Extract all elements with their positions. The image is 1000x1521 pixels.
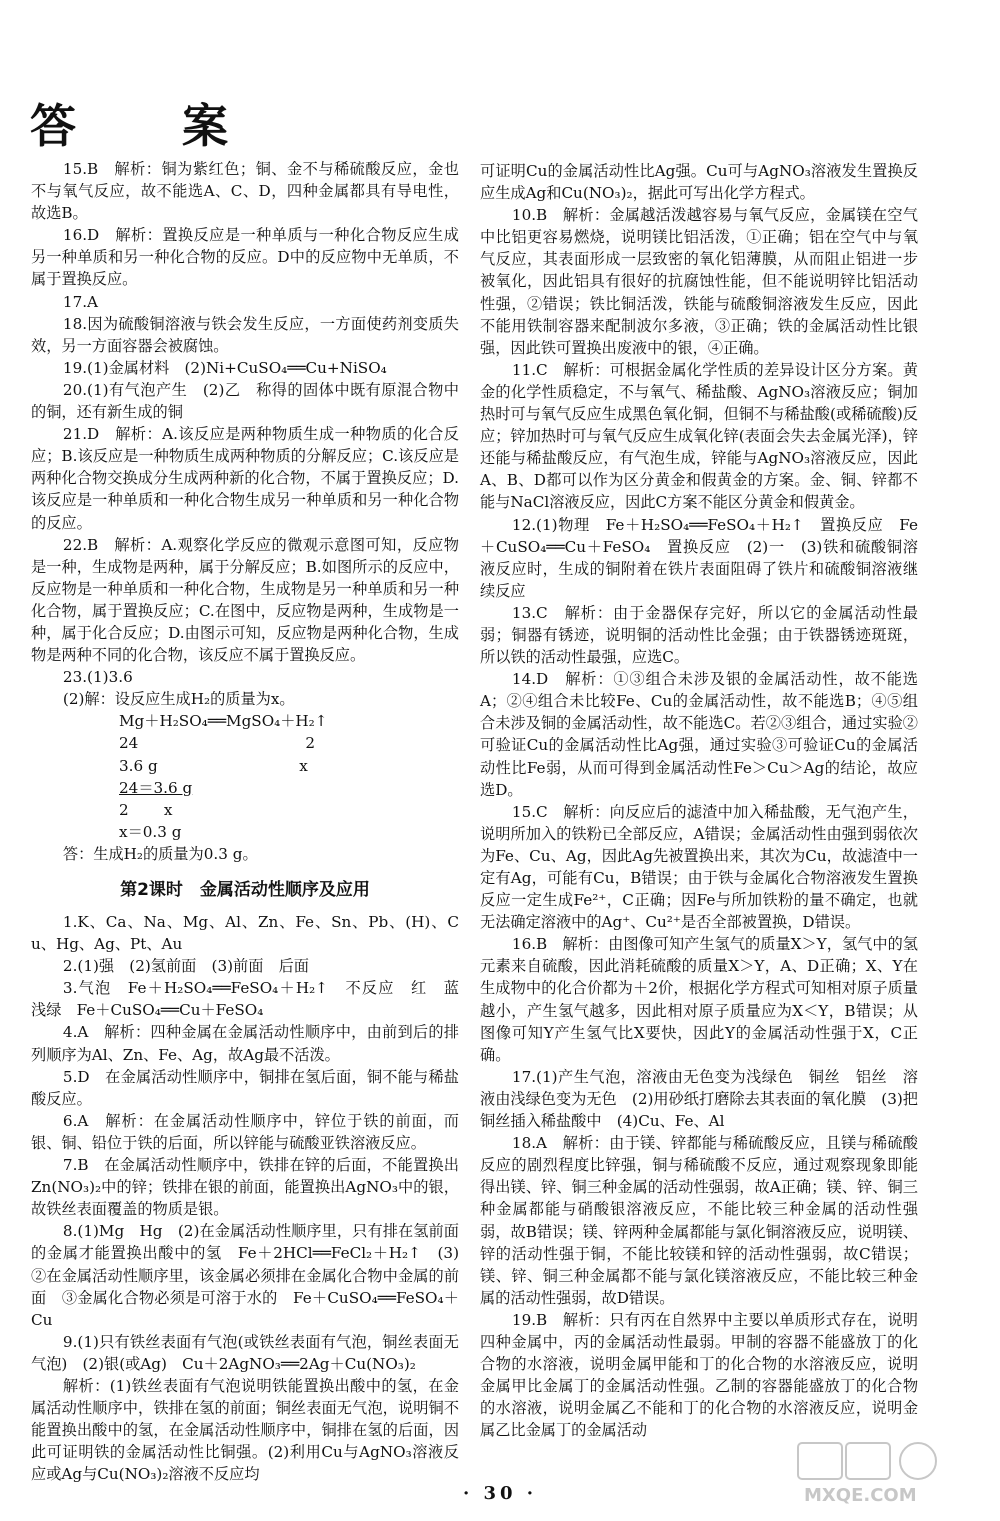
- lesson2-answer-9: 9.(1)只有铁丝表面有气泡(或铁丝表面有气泡，铜丝表面无气泡) (2)银(或Ag) Cu＋2AgNO₃══2Ag＋Cu(NO₃)₂: [31, 1332, 459, 1373]
- left-column: [31, 158, 475, 1485]
- lesson2-answer-2: 2.(1)强 (2)氢前面 (3)前面 后面: [62, 957, 309, 976]
- lesson2-answer-14: 14.D 解析：①③组合未涉及银的金属活动性，故不能选A；②④组合未比较Fe、Cu的金属活动性，故不能选B；④⑤组合未涉及铜的金属活动性，故不能选C。若②③组合，通过实验②可验证Cu的金属活动性比Ag强，通过实验③可验证Cu的金属活动性比Fe弱，从而可得到金属活动性Fe＞Cu＞Ag的结论，故应选D。: [480, 670, 918, 799]
- lesson2-answer-10: 10.B 解析：金属越活泼越容易与氧气反应，金属镁在空气中比铝更容易燃烧，说明镁比铝活泼，①正确；铝在空气中与氧气反应，其表面形成一层致密的氧化铝薄膜，从而阻止铝进一步被氧化，因此铝具有很好的抗腐蚀性能，但不能说明锌比铝活动性强，②错误；铁比铜活泼，铁能与硫酸铜溶液发生反应，因此不能用铁制容器来配制波尔多液，③正确；铁的金属活动性比银强，因此铁可置换出废液中的银，④正确。: [480, 206, 918, 357]
- answer-20: 20.(1)有气泡产生 (2)乙 称得的固体中既有原混合物中的铜，还有新生成的铜: [31, 380, 459, 422]
- lesson2-answer-6: 6.A 解析：在金属活动性顺序中，锌位于铁的前面，而银、铜、铅位于铁的后面，所以锌能与硫酸亚铁溶液反应。: [31, 1111, 459, 1152]
- answer-18: 18.因为硫酸铜溶液与铁会发生反应，一方面使药剂变质失效，另一方面容器会被腐蚀。: [31, 314, 459, 355]
- lesson2-answer-13: 13.C 解析：由于金器保存完好，所以它的金属活动性最弱；铜器有锈迹，说明铜的活动性比金强；由于铁器锈迹斑斑，所以铁的活动性最强，应选C。: [480, 603, 918, 667]
- calc-ratio-numerator: 24＝3.6 g: [119, 778, 193, 797]
- lesson2-answer-9-explanation: 解析：(1)铁丝表面有气泡说明铁能置换出酸中的氢，在金属活动性顺序中，铁排在氢的前面；铜丝表面无气泡，说明铜不能置换出酸中的氢，在金属活动性顺序中，铜排在氢的后面，因此可证明铁的金属活动性比铜强。(2)利用Cu与AgNO₃溶液反应或Ag与Cu(NO₃)₂溶液不反应均: [31, 1376, 459, 1484]
- answer-17: 17.A: [62, 292, 99, 311]
- lesson2-answer-16: 16.B 解析：由图像可知产生氢气的质量X＞Y，氢气中的氢元素来自硫酸，因此消耗硫酸的质量X＞Y，A、D正确；X、Y在生成物中的化合价都为＋2价，根据化学方程式可知相对原子质量越小，产生氢气越多，因此相对原子质量应为X＜Y，B错误；从图像可知Y产生氢气比X要快，因此Y的金属活动性强于X，C正确。: [480, 935, 918, 1064]
- answer-19: 19.(1)金属材料 (2)Ni+CuSO₄══Cu+NiSO₄: [62, 358, 387, 377]
- calc-ratio-denominator: 2 x: [119, 800, 173, 819]
- answer-9-continued: 可证明Cu的金属活动性比Ag强。Cu可与AgNO₃溶液发生置换反应生成Ag和Cu(NO₃)₂，据此可写出化学方程式。: [480, 162, 918, 203]
- lesson2-answer-18: 18.A 解析：由于镁、锌都能与稀硫酸反应，且镁与稀硫酸反应的剧烈程度比锌强，铜与稀硫酸不反应，通过观察现象即能得出镁、锌、铜三种金属的活动性强弱，故A正确；镁、锌、铜三种金属都能与硝酸银溶液反应，不能比较三种金属的活动性强弱，故B错误；镁、锌两种金属都能与氯化铜溶液反应，说明镁、锌的活动性强于铜，不能比较镁和锌的活动性强弱，故C错误；镁、锌、铜三种金属都不能与氯化镁溶液反应，不能比较三种金属的活动性强弱，故D错误。: [480, 1134, 918, 1307]
- lesson2-answer-5: 5.D 在金属活动性顺序中，铜排在氢后面，铜不能与稀盐酸反应。: [31, 1067, 459, 1108]
- lesson2-answer-12: 12.(1)物理 Fe＋H₂SO₄══FeSO₄＋H₂↑ 置换反应 Fe＋CuSO₄══Cu＋FeSO₄ 置换反应 (2)一 (3)铁和硫酸铜溶液反应时，生成的铜附着在铁片表面阻碍了铁片和硫酸铜溶液继续反应: [480, 515, 918, 600]
- lesson2-answer-4: 4.A 解析：四种金属在金属活动性顺序中，由前到后的排列顺序为Al、Zn、Fe、Ag，故Ag最不活泼。: [31, 1023, 459, 1064]
- lesson2-answer-3: 3.气泡 Fe＋H₂SO₄══FeSO₄＋H₂↑ 不反应 红 蓝 浅绿 Fe＋CuSO₄══Cu＋FeSO₄: [31, 979, 475, 1020]
- answer-23-part1: 23.(1)3.6: [62, 668, 133, 687]
- lesson2-answer-8: 8.(1)Mg Hg (2)在金属活动性顺序里，只有排在氢前面的金属才能置换出酸中的氢 Fe＋2HCl══FeCl₂＋H₂↑ (3)②在金属活动性顺序里，该金属必须排在金属化合物中金属的前面 ③金属化合物必须是可溶于水的 Fe＋CuSO₄══FeSO₄＋Cu: [31, 1222, 459, 1329]
- answer-15: 15.B 解析：铜为紫红色；铜、金不与稀硫酸反应，金也不与氧气反应，故不能选A、C、D，四种金属都具有导电性，故选B。: [31, 160, 459, 223]
- answer-21: 21.D 解析：A.该反应是两种物质生成一种物质的化合反应；B.该反应是一种物质生成两种物质的分解反应；C.该反应是两种化合物交换成分生成两种新的化合物，不属于置换反应；D.该反应是一种单质和一种化合物生成另一种单质和另一种化合物的反应。: [31, 425, 459, 532]
- lesson2-answer-17: 17.(1)产生气泡，溶液由无色变为浅绿色 铜丝 铝丝 溶液由浅绿色变为无色 (2)用砂纸打磨除去其表面的氧化膜 (3)把铜丝插入稀盐酸中 (4)Cu、Fe、Al: [480, 1067, 918, 1131]
- lesson2-answer-1: 1.K、Ca、Na、Mg、Al、Zn、Fe、Sn、Pb、(H)、Cu、Hg、Ag、Pt、Au: [31, 913, 459, 954]
- calc-result: x＝0.3 g: [119, 822, 182, 841]
- watermark-logo: [794, 1437, 984, 1507]
- answer-22: 22.B 解析：A.观察化学反应的微观示意图可知，反应物是一种，生成物是两种，属于分解反应；B.如图所示的反应中，反应物是一种单质和一种化合物，生成物是另一种单质和另一种化合物，属于置换反应；C.在图中，反应物是两种，生成物是一种，属于化合反应；D.由图示可知，反应物是两种化合物，生成物是两种不同的化合物，该反应不属于置换反应。: [31, 535, 459, 665]
- page-title: 答 案: [30, 99, 258, 153]
- right-column: [480, 160, 918, 1441]
- calc-answer: 答：生成H₂的质量为0.3 g。: [62, 844, 258, 863]
- calc-mass: 24 2: [119, 734, 316, 753]
- calc-given: 3.6 g x: [119, 756, 308, 775]
- lesson2-answer-15: 15.C 解析：向反应后的滤渣中加入稀盐酸，无气泡产生，说明所加入的铁粉已全部反应，A错误；金属活动性由强到弱依次为Fe、Cu、Ag，因此Ag先被置换出来，其次为Cu，故滤渣中一定有Ag，可能有Cu，B错误；由于铁与金属化合物溶液发生置换反应一定生成Fe²⁺，C正确；因Fe与所加铁粉的量不确定，也就无法确定溶液中的Ag⁺、Cu²⁺是否全部被置换，D错误。: [480, 802, 918, 932]
- calc-equation: Mg＋H₂SO₄══MgSO₄＋H₂↑: [119, 712, 328, 731]
- page-number: · 30 ·: [462, 1483, 538, 1504]
- lesson2-answer-11: 11.C 解析：可根据金属化学性质的差异设计区分方案。黄金的化学性质稳定，不与氧气、稀盐酸、AgNO₃溶液反应；铜加热时可与氧气反应生成黑色氧化铜，但铜不与稀盐酸(或稀硫酸)反应；锌加热时可与氧气反应生成氧化锌(表面会失去金属光泽)，锌还能与稀盐酸反应，有气泡生成，锌能与AgNO₃溶液反应，因此A、B、D都可以作为区分黄金和假黄金的方案。金、铜、锌都不能与NaCl溶液反应，因此C方案不能区分黄金和假黄金。: [480, 360, 918, 512]
- section-title: 第2课时 金属活动性顺序及应用: [120, 880, 370, 900]
- answer-23-part2: (2)解：设反应生成H₂的质量为x。: [62, 690, 295, 709]
- answer-16: 16.D 解析：置换反应是一种单质与一种化合物反应生成另一种单质和另一种化合物的反应。D中的反应物中无单质，不属于置换反应。: [31, 226, 459, 289]
- svg-text:MXQE.COM: MXQE.COM: [804, 1485, 917, 1506]
- lesson2-answer-7: 7.B 在金属活动性顺序中，铁排在锌的后面，不能置换出Zn(NO₃)₂中的锌；铁排在银的前面，能置换出AgNO₃中的银，故铁丝表面覆盖的物质是银。: [31, 1156, 459, 1219]
- lesson2-answer-19: 19.B 解析：只有丙在自然界中主要以单质形式存在，说明四种金属中，丙的金属活动性最弱。甲制的容器不能盛放丁的化合物的水溶液，说明金属甲能和丁的化合物的水溶液反应，说明金属甲比金属丁的金属活动性强。乙制的容器能盛放丁的化合物的水溶液，说明金属乙不能和丁的化合物的水溶液反应，说明金属乙比金属丁的金属活动: [480, 1310, 918, 1440]
